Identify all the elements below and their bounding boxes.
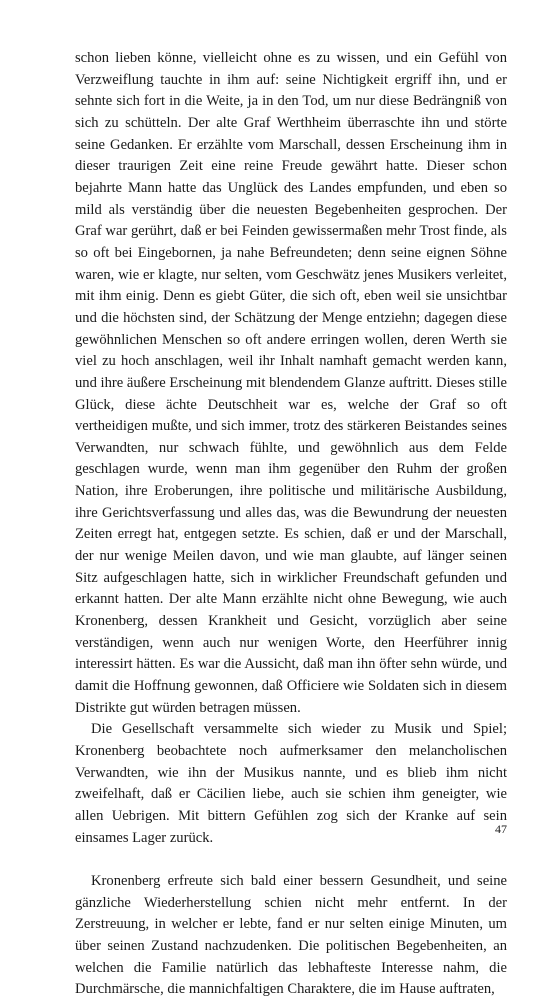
page-number: 47 xyxy=(495,822,507,836)
paragraph-continuation: schon lieben könne, vielleicht ohne es zu wissen, und ein Gefühl von Verzweiflung tauchte in ihm auf: seine Nichtigkeit ergriff ihn, und er sehnte sich fort in die Weite, ja in den Tod, um nur diese Bedrängniß von sich zu schütteln. Der alte Graf Werthheim überraschte ihn und störte seine Gedanken. Er erzählte vom Marschall, dessen Erscheinung ihm in dieser traurigen Zeit eine reine Freude gewährt hatte. Dieser schon bejahrte Mann hatte das Unglück des Landes empfunden, und eben so mild als verständig über die neuesten Begebenheiten gesprochen. Der Graf war gerührt, daß er bei Feinden gewissermaßen mehr Trost finde, als so oft bei Eingebornen, ja nahe Befreundeten; denn seine eignen Söhne waren, wie er klagte, nur selten, vom Geschwätz jenes Musikers verleitet, mit ihm einig. Denn es giebt Güter, die sich oft, eben weil sie unsichtbar und die höchsten sind, der Schätzung der Menge entziehn; dagegen diese gewöhnlichen Menschen so oft andere erringen wollen, deren Werth sie viel zu hoch anschlagen, weil ihr Inhalt namhaft gemacht werden kann, und ihre äußere Erscheinung mit blendendem Glanze auftritt. Dieses stille Glück, diese ächte Deutschheit war es, welche der Graf so oft vertheidigen mußte, und sich immer, trotz des stärkeren Beistandes seines Verwandten, nur schwach fühlte, und gewöhnlich aus dem Felde geschlagen wurde, wenn man ihm gegenüber den Ruhm der großen Nation, ihre Eroberungen, ihre politische und militärische Ausbildung, ihre Gerichtsverfassung und alles das, was die Bewundrung der neuesten Zeiten erregt hat, entgegen setzte. Es schien, daß er und der Marschall, der nur wenige Meilen davon, und wie man glaubte, auf länger seinen Sitz aufgeschlagen hatte, sich in wirklicher Freundschaft gefunden und erkannt hatten. Der alte Mann erzählte nicht ohne Bewegung, wie auch Kronenberg, dessen Krankheit und Gesicht, vorzüglich aber seine verständigen, wenn auch nur wenigen Worte, den Heerführer innig interessirt hätten. Es war die Aussicht, daß man ihn öfter sehn würde, und damit die Hoffnung gewonnen, daß Officiere wie Soldaten sich in diesem Distrikte gut würden betragen müssen. xyxy=(75,50,507,716)
paragraph-recovery: Kronenberg erfreute sich bald einer bessern Gesundheit, und seine gänzliche Wiederherstellung schien nicht mehr entfernt. In der Zerstreuung, in welcher er lebte, fand er nur selten einige Minuten, um über seinen Zustand nachzudenken. Die politischen Begebenheiten, an welchen die Familie natürlich das lebhafteste Interesse nahm, die Durchmärsche, die mannichfaltigen Charaktere, die im Hause auftraten, xyxy=(75,872,507,998)
section-gap xyxy=(75,849,507,871)
paragraph-gathering: Die Gesellschaft versammelte sich wieder zu Musik und Spiel; Kronenberg beobachtete noch aufmerksamer den melancholischen Verwandten, wie ihn der Musikus nannte, und es blieb ihm nicht zweifelhaft, daß er Cäcilien liebe, auch sie schien ihm geneigter, wie allen Uebrigen. Mit bittern Gefühlen zog sich der Kranke auf sein einsames Lager zurück. xyxy=(75,721,507,846)
body-text xyxy=(75,48,507,1001)
